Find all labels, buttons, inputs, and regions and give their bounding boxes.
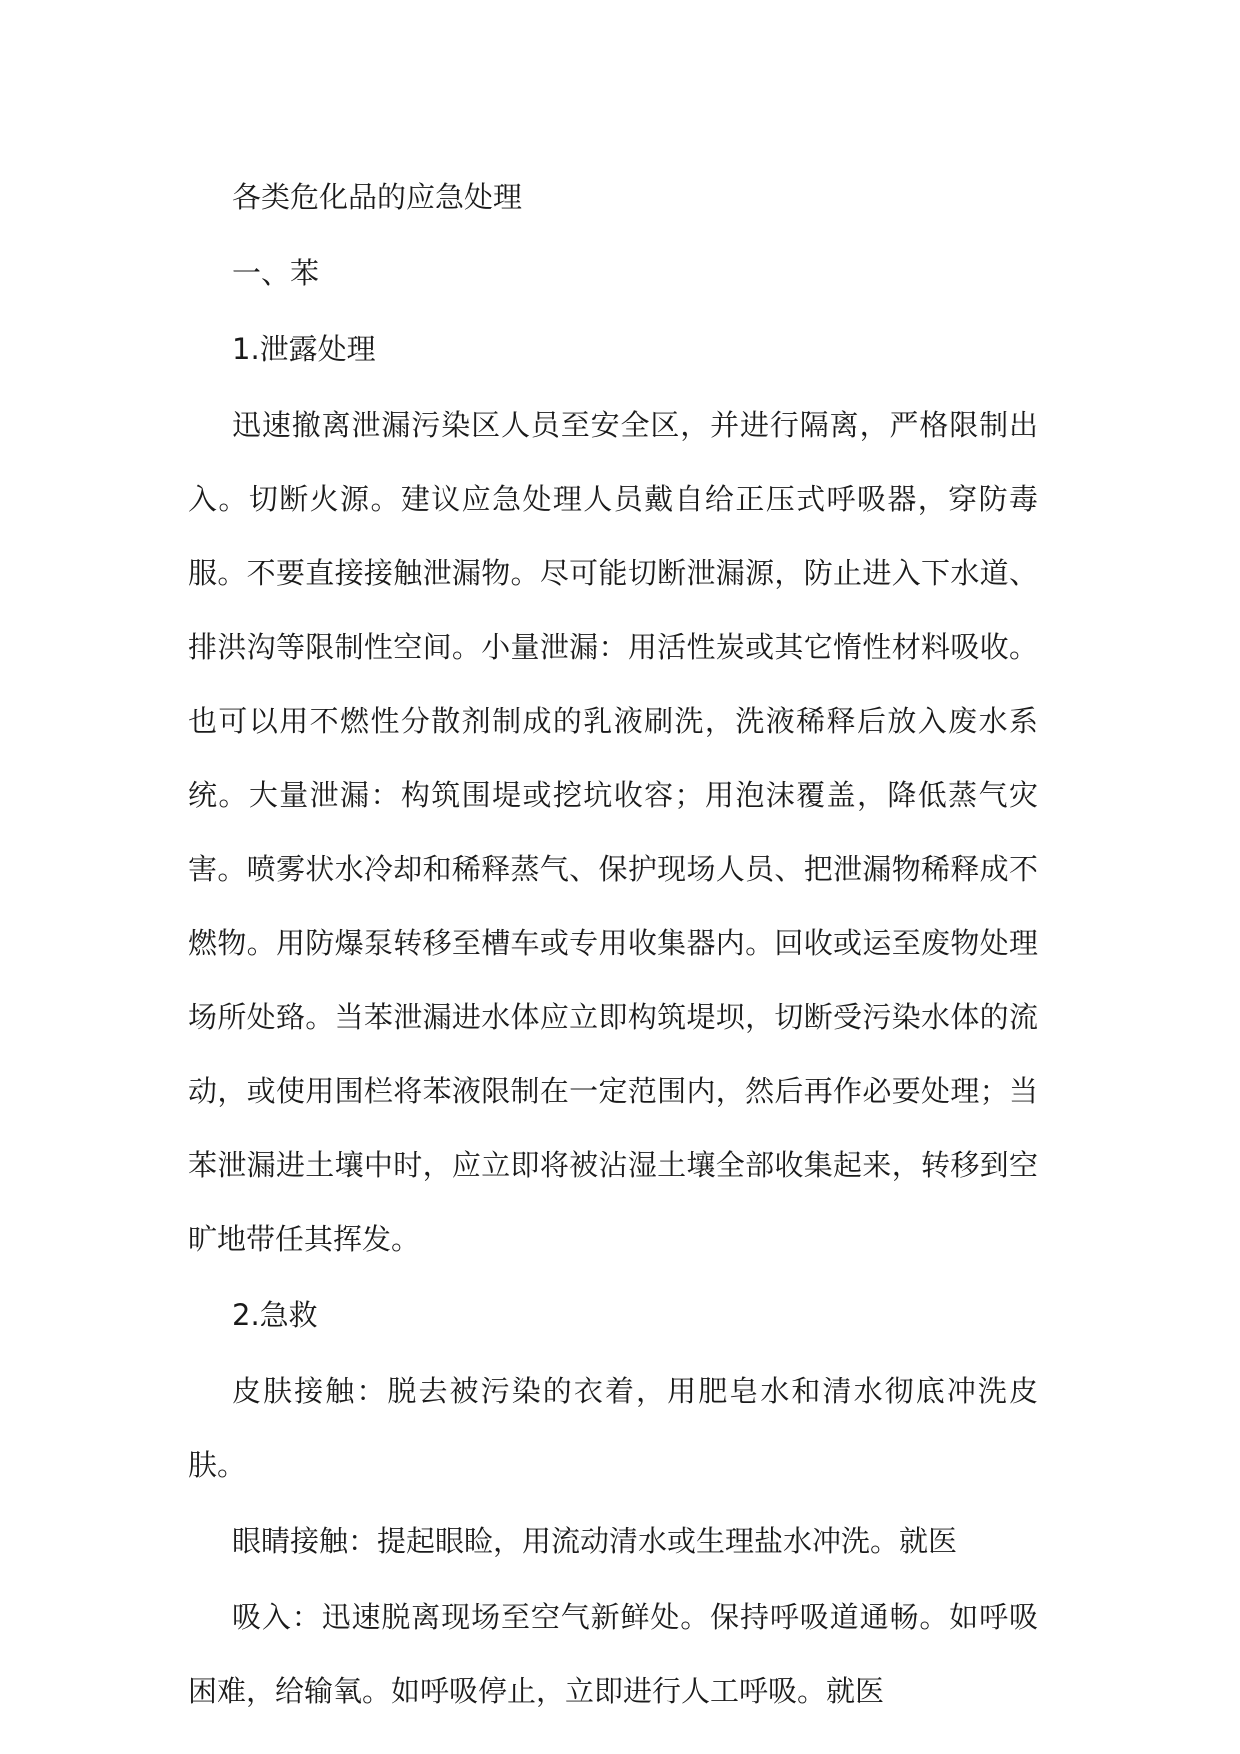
paragraph-eye-contact: 眼睛接触：提起眼睑，用流动清水或生理盐水冲洗。就医 bbox=[232, 1524, 958, 1558]
paragraph-leak-handling: 迅速撤离泄漏污染区人员至安全区，并进行隔离，严格限制出入。切断火源。建议应急处理人员戴自给正压式呼吸器，穿防毒服。不要直接接触泄漏物。尽可能切断泄漏源，防止进入下水道、排洪沟等限制性空间。小量泄漏：用活性炭或其它惰性材料吸收。也可以用不燃性分散剂制成的乳液刷洗，洗液稀释后放入废水系统。大量泄漏：构筑围堤或挖坑收容；用泡沫覆盖，降低蒸气灾害。喷雾状水冷却和稀释蒸气、保护现场人员、把泄漏物稀释成不燃物。用防爆泵转移至槽车或专用收集器内。回收或运至废物处理场所处臵。当苯泄漏进水体应立即构筑堤坝，切断受污染水体的流动，或使用围栏将苯液限制在一定范围内，然后再作必要处理；当苯泄漏进土壤中时，应立即将被沾湿土壤全部收集起来，转移到空旷地带任其挥发。 bbox=[188, 408, 1038, 1256]
document-body bbox=[188, 160, 1038, 1728]
document-title: 各类危化品的应急处理 bbox=[232, 180, 523, 214]
paragraph-inhalation: 吸入：迅速脱离现场至空气新鲜处。保持呼吸道通畅。如呼吸困难，给输氧。如呼吸停止，立即进行人工呼吸。就医 bbox=[188, 1600, 1038, 1708]
paragraph-skin-contact: 皮肤接触：脱去被污染的衣着，用肥皂水和清水彻底冲洗皮肤。 bbox=[188, 1374, 1038, 1482]
subsection-heading-first-aid: 2.急救 bbox=[232, 1298, 318, 1332]
section-heading-benzene: 一、苯 bbox=[232, 256, 320, 290]
subsection-heading-leak: 1.泄露处理 bbox=[232, 332, 376, 366]
